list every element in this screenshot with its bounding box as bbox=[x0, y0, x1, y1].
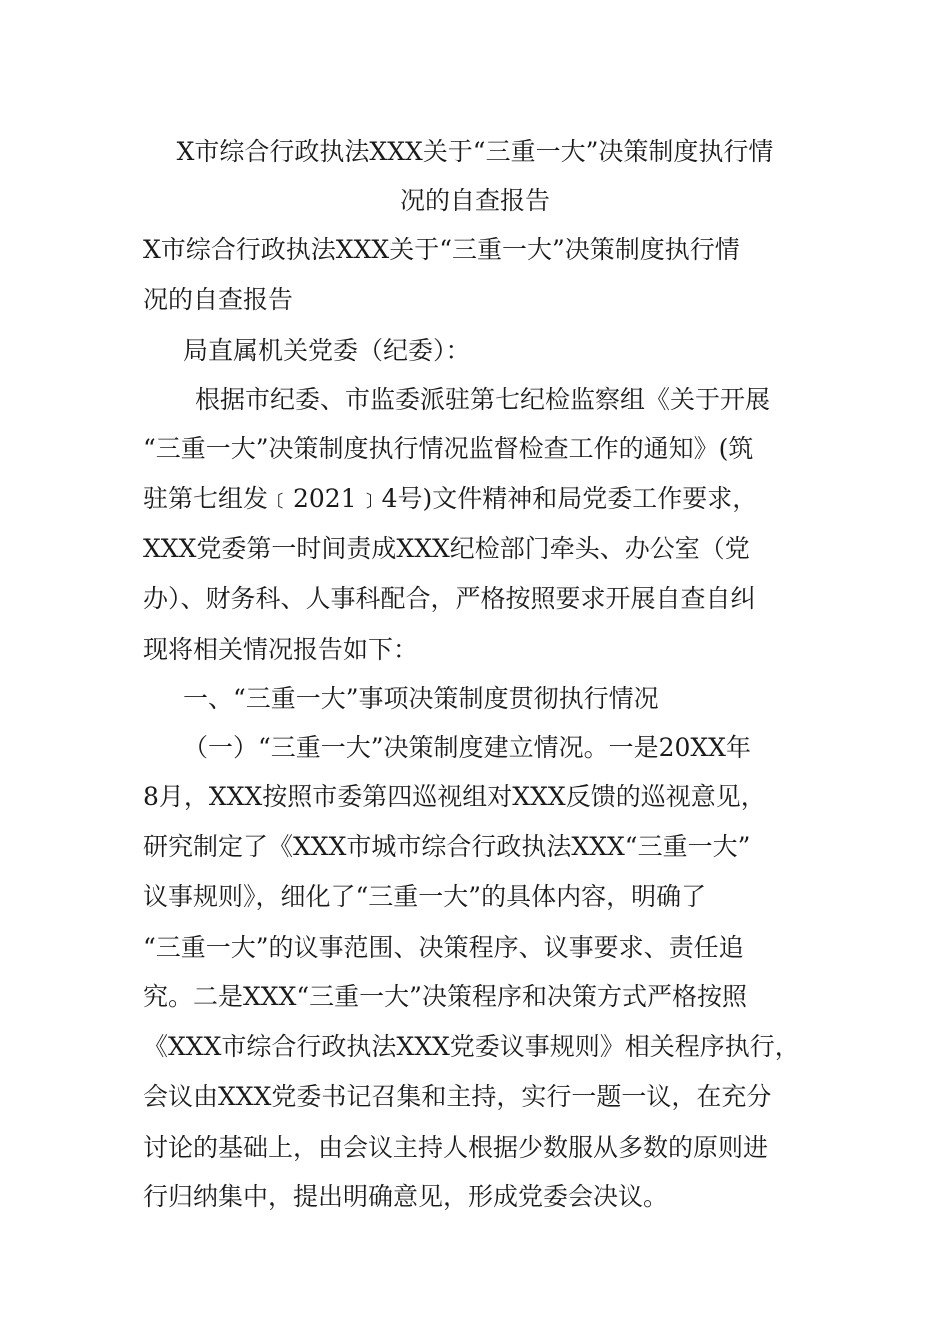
body-line-19: 讨论的基础上，由会议主持人根据少数服从多数的原则进 bbox=[143, 1133, 769, 1162]
body-line-16: 究。二是XXX“三重一大”决策程序和决策方式严格按照 bbox=[143, 982, 747, 1011]
body-line-15: “三重一大”的议事范围、决策程序、议事要求、责任追 bbox=[143, 933, 744, 962]
section-heading-1: 一、“三重一大”事项决策制度贯彻执行情况 bbox=[183, 684, 659, 713]
body-line-4: 根据市纪委、市监委派驻第七纪检监察组《关于开展 bbox=[195, 385, 771, 414]
body-line-11: （一）“三重一大”决策制度建立情况。一是20XX年 bbox=[183, 733, 751, 762]
document-title-line-1: X市综合行政执法XXX关于“三重一大”决策制度执行情 bbox=[176, 137, 774, 166]
document-title-line-2: 况的自查报告 bbox=[399, 186, 550, 215]
body-line-9: 现将相关情况报告如下： bbox=[143, 635, 419, 664]
body-line-18: 会议由XXX党委书记召集和主持，实行一题一议，在充分 bbox=[143, 1082, 772, 1111]
body-line-20: 行归纳集中，提出明确意见，形成党委会决议。 bbox=[143, 1182, 669, 1211]
body-line-6: 驻第七组发﹝2021﹞4号)文件精神和局党委工作要求， bbox=[143, 484, 758, 513]
body-line-1: X市综合行政执法XXX关于“三重一大”决策制度执行情 bbox=[143, 235, 740, 264]
body-line-7: XXX党委第一时间责成XXX纪检部门牵头、办公室（党 bbox=[143, 534, 750, 563]
body-line-14: 议事规则》，细化了“三重一大”的具体内容，明确了 bbox=[143, 882, 707, 911]
body-line-17: 《XXX市综合行政执法XXX党委议事规则》相关程序执行， bbox=[143, 1032, 800, 1061]
salutation: 局直属机关党委（纪委）： bbox=[183, 336, 471, 365]
body-line-5: “三重一大”决策制度执行情况监督检查工作的通知》(筑 bbox=[143, 434, 754, 463]
body-line-8: 办）、财务科、人事科配合，严格按照要求开展自查自纠 bbox=[143, 584, 756, 613]
body-line-12: 8月，XXX按照市委第四巡视组对XXX反馈的巡视意见， bbox=[143, 782, 766, 811]
body-line-2: 况的自查报告 bbox=[143, 285, 294, 314]
body-line-13: 研究制定了《XXX市城市综合行政执法XXX“三重一大” bbox=[143, 832, 751, 861]
